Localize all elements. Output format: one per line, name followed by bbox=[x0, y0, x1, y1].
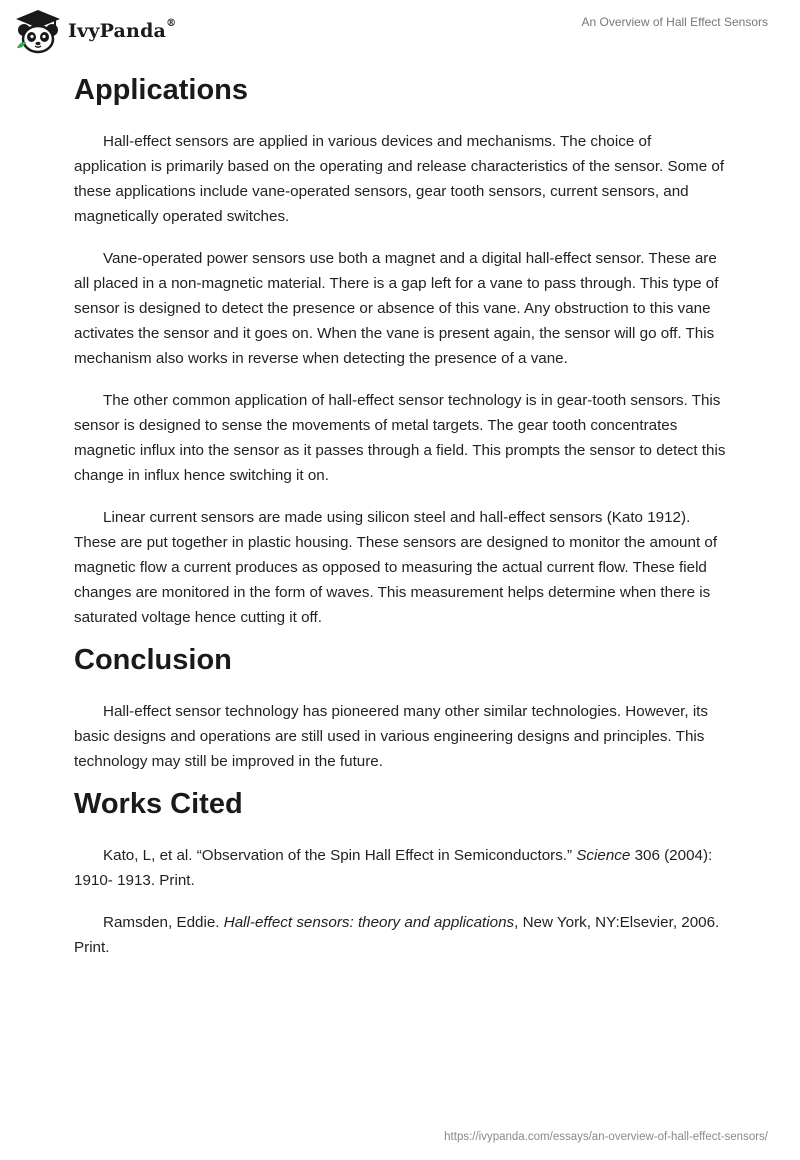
conclusion-paragraph: Hall-effect sensor technology has pioneered many other similar technologies. However, its basic designs and operations are still used in various engineering designs and principles. This technology may still be improved in the future. bbox=[74, 703, 708, 770]
panda-graduate-icon bbox=[14, 8, 62, 54]
source-url-link[interactable]: https://ivypanda.com/essays/an-overview-of-hall-effect-sensors/ bbox=[444, 1131, 768, 1143]
brand-name: IvyPanda® bbox=[68, 18, 177, 42]
applications-paragraph-2: Vane-operated power sensors use both a magnet and a digital hall-effect sensor. These are all placed in a non-magnetic material. There is a gap left for a vane to pass through. This type of sensor is designed to detect the presence or absence of this vane. Any obstruction to this vane activates the sensor and it goes on. When the vane is present again, the sensor will go off. This mechanism also works in reverse when detecting the presence of a vane. bbox=[74, 250, 719, 367]
ivypanda-logo[interactable] bbox=[14, 8, 176, 54]
works-cited-heading: Works Cited bbox=[74, 788, 243, 820]
applications-heading: Applications bbox=[74, 74, 249, 106]
applications-paragraph-4: Linear current sensors are made using silicon steel and hall-effect sensors (Kato 1912). These are put together in plastic housing. These sensors are designed to monitor the amount of magnetic flow a current produces as opposed to measuring the actual current flow. These field changes are monitored in the form of waves. This measurement helps determine when there is saturated voltage hence cutting it off. bbox=[74, 509, 718, 626]
citation-ramsden: Ramsden, Eddie. Hall-effect sensors: theory and applications, New York, NY:Elsevier, 2006. Print. bbox=[74, 914, 720, 956]
applications-paragraph-1: Hall-effect sensors are applied in various devices and mechanisms. The choice of application is primarily based on the operating and release characteristics of the sensor. Some of these applications include vane-operated sensors, gear tooth sensors, current sensors, and magnetically operated switches. bbox=[74, 133, 725, 225]
page-header bbox=[0, 0, 800, 64]
applications-paragraph-3: The other common application of hall-effect sensor technology is in gear-tooth sensors. This sensor is designed to sense the movements of metal targets. The gear tooth concentrates magnetic influx into the sensor as it passes through a field. This prompts the sensor to detect this change in influx hence switching it on. bbox=[74, 392, 726, 484]
conclusion-heading: Conclusion bbox=[74, 644, 232, 676]
registered-mark: ® bbox=[166, 18, 177, 29]
document-title: An Overview of Hall Effect Sensors bbox=[581, 15, 768, 29]
citation-kato: Kato, L, et al. “Observation of the Spin Hall Effect in Semiconductors.” Science 306 (2004): 1910- 1913. Print. bbox=[74, 847, 713, 889]
essay-content bbox=[74, 70, 726, 960]
